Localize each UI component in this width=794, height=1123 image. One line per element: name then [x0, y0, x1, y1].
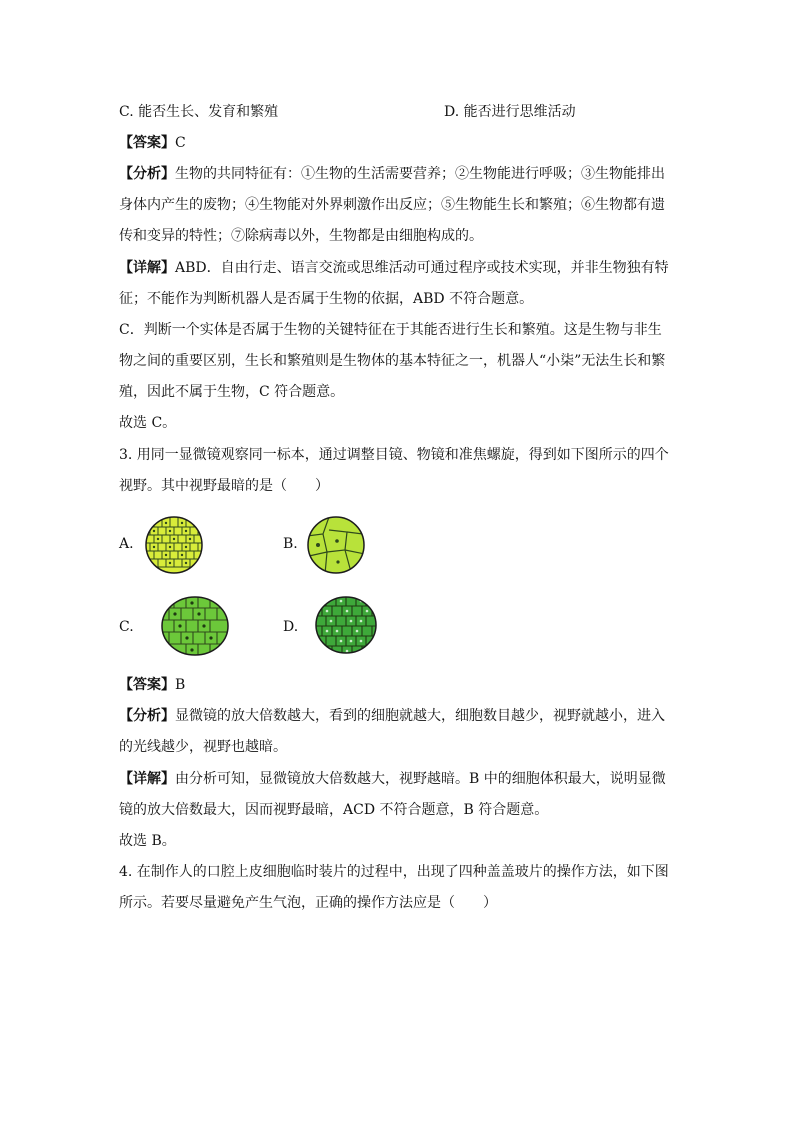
answer-line — [119, 133, 186, 153]
answer-tag: 【答案】 — [119, 135, 175, 151]
analysis-line-2: 身体内产生的废物；④生物能对外界刺激作出反应；⑤生物能生长和繁殖；⑥生物都有遗 — [119, 197, 665, 213]
q3-answer-value: B — [175, 677, 186, 693]
option-d-label: D. — [283, 619, 299, 635]
microscope-field-d — [314, 594, 378, 656]
analysis-tag: 【分析】 — [119, 166, 175, 182]
option-d: D. 能否进行思维活动 — [444, 104, 576, 120]
microscope-field-b — [305, 514, 367, 576]
detail-line-1 — [119, 258, 669, 278]
q3-answer-line — [119, 675, 185, 695]
detail-text: ABD．自由行走、语言交流或思维活动可通过程序或技术实现，并非生物独有特 — [175, 260, 669, 276]
question-3-line-2: 视野。其中视野最暗的是（ ） — [119, 478, 329, 494]
analysis-text: 生物的共同特征有：①生物的生活需要营养；②生物能进行呼吸；③生物能排出 — [175, 166, 665, 182]
q3-analysis-text: 显微镜的放大倍数越大，看到的细胞就越大，细胞数目越少，视野就越小，进入 — [175, 708, 665, 724]
q3-detail-tag: 【详解】 — [119, 771, 175, 787]
answer-value: C — [175, 135, 186, 151]
option-c-label: C. — [119, 619, 134, 635]
analysis-line-1 — [119, 164, 665, 184]
q3-detail-text: 由分析可知，显微镜放大倍数越大，视野越暗。B 中的细胞体积最大，说明显微 — [175, 771, 666, 787]
detail-tag: 【详解】 — [119, 260, 175, 276]
microscope-field-c — [159, 594, 231, 658]
q3-analysis-line-2: 的光线越少，视野也越暗。 — [119, 739, 287, 755]
q3-detail-line-2: 镜的放大倍数最大，因而视野最暗，ACD 不符合题意，B 符合题意。 — [119, 802, 549, 818]
option-a-label: A. — [119, 536, 134, 552]
analysis-line-3: 传和变异的特性；⑦除病毒以外，生物都是由细胞构成的。 — [119, 228, 483, 244]
q3-analysis-tag: 【分析】 — [119, 708, 175, 724]
detail-line-5: 殖，因此不属于生物，C 符合题意。 — [119, 384, 345, 400]
question-4-line-2: 所示。若要尽量避免产生气泡，正确的操作方法应是（ ） — [119, 895, 497, 911]
detail-line-3: C．判断一个实体是否属于生物的关键特征在于其能否进行生长和繁殖。这是生物与非生 — [119, 322, 662, 338]
detail-line-4: 物之间的重要区别，生长和繁殖则是生物体的基本特征之一，机器人“小柒”无法生长和繁 — [119, 353, 666, 369]
question-3-line-1: 3. 用同一显微镜观察同一标本，通过调整目镜、物镜和准焦螺旋，得到如下图所示的四个 — [119, 447, 669, 463]
option-b-label: B. — [283, 536, 298, 552]
conclusion: 故选 C。 — [119, 415, 177, 431]
q3-analysis-line-1 — [119, 706, 665, 726]
detail-line-2: 征；不能作为判断机器人是否属于生物的依据，ABD 不符合题意。 — [119, 291, 534, 307]
q3-answer-tag: 【答案】 — [119, 677, 175, 693]
q3-conclusion: 故选 B。 — [119, 833, 176, 849]
question-4-line-1: 4. 在制作人的口腔上皮细胞临时装片的过程中，出现了四种盖盖玻片的操作方法，如下图 — [119, 864, 669, 880]
option-c: C. 能否生长、发育和繁殖 — [119, 104, 279, 120]
microscope-field-a — [143, 514, 205, 576]
q3-detail-line-1 — [119, 769, 666, 789]
